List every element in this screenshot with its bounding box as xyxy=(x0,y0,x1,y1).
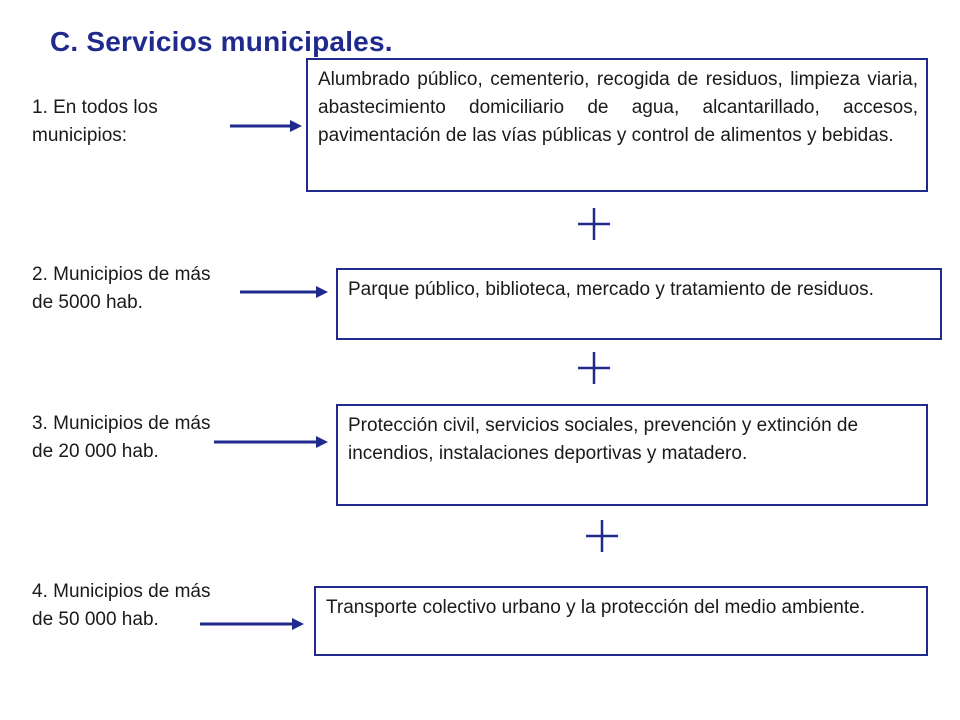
tier-4-services-box: Transporte colectivo urbano y la protección del medio ambiente. xyxy=(314,586,928,656)
tier-2-services-box: Parque público, biblioteca, mercado y tratamiento de residuos. xyxy=(336,268,942,340)
arrow-right-icon xyxy=(214,434,328,450)
plus-icon xyxy=(584,518,620,554)
arrow-right-icon xyxy=(240,284,328,300)
plus-icon xyxy=(576,206,612,242)
tier-2-label: 2. Municipios de más de 5000 hab. xyxy=(32,264,211,313)
tier-3-services-box: Protección civil, servicios sociales, prevención y extinción de incendios, instalaciones deportivas y matadero. xyxy=(336,404,928,506)
tier-1-label: 1. En todos los municipios: xyxy=(32,97,158,146)
tier-4-label: 4. Municipios de más de 50 000 hab. xyxy=(32,581,211,630)
arrow-right-icon xyxy=(230,118,302,134)
plus-icon xyxy=(576,350,612,386)
arrow-right-icon xyxy=(200,616,304,632)
tier-1-services-box: Alumbrado público, cementerio, recogida de residuos, limpieza viaria, abastecimiento domiciliario de agua, alcantarillado, accesos, pavimentación de las vías públicas y control de alimentos y bebidas. xyxy=(306,58,928,192)
page-title: C. Servicios municipales. xyxy=(50,26,393,57)
tier-3-label: 3. Municipios de más de 20 000 hab. xyxy=(32,413,211,462)
